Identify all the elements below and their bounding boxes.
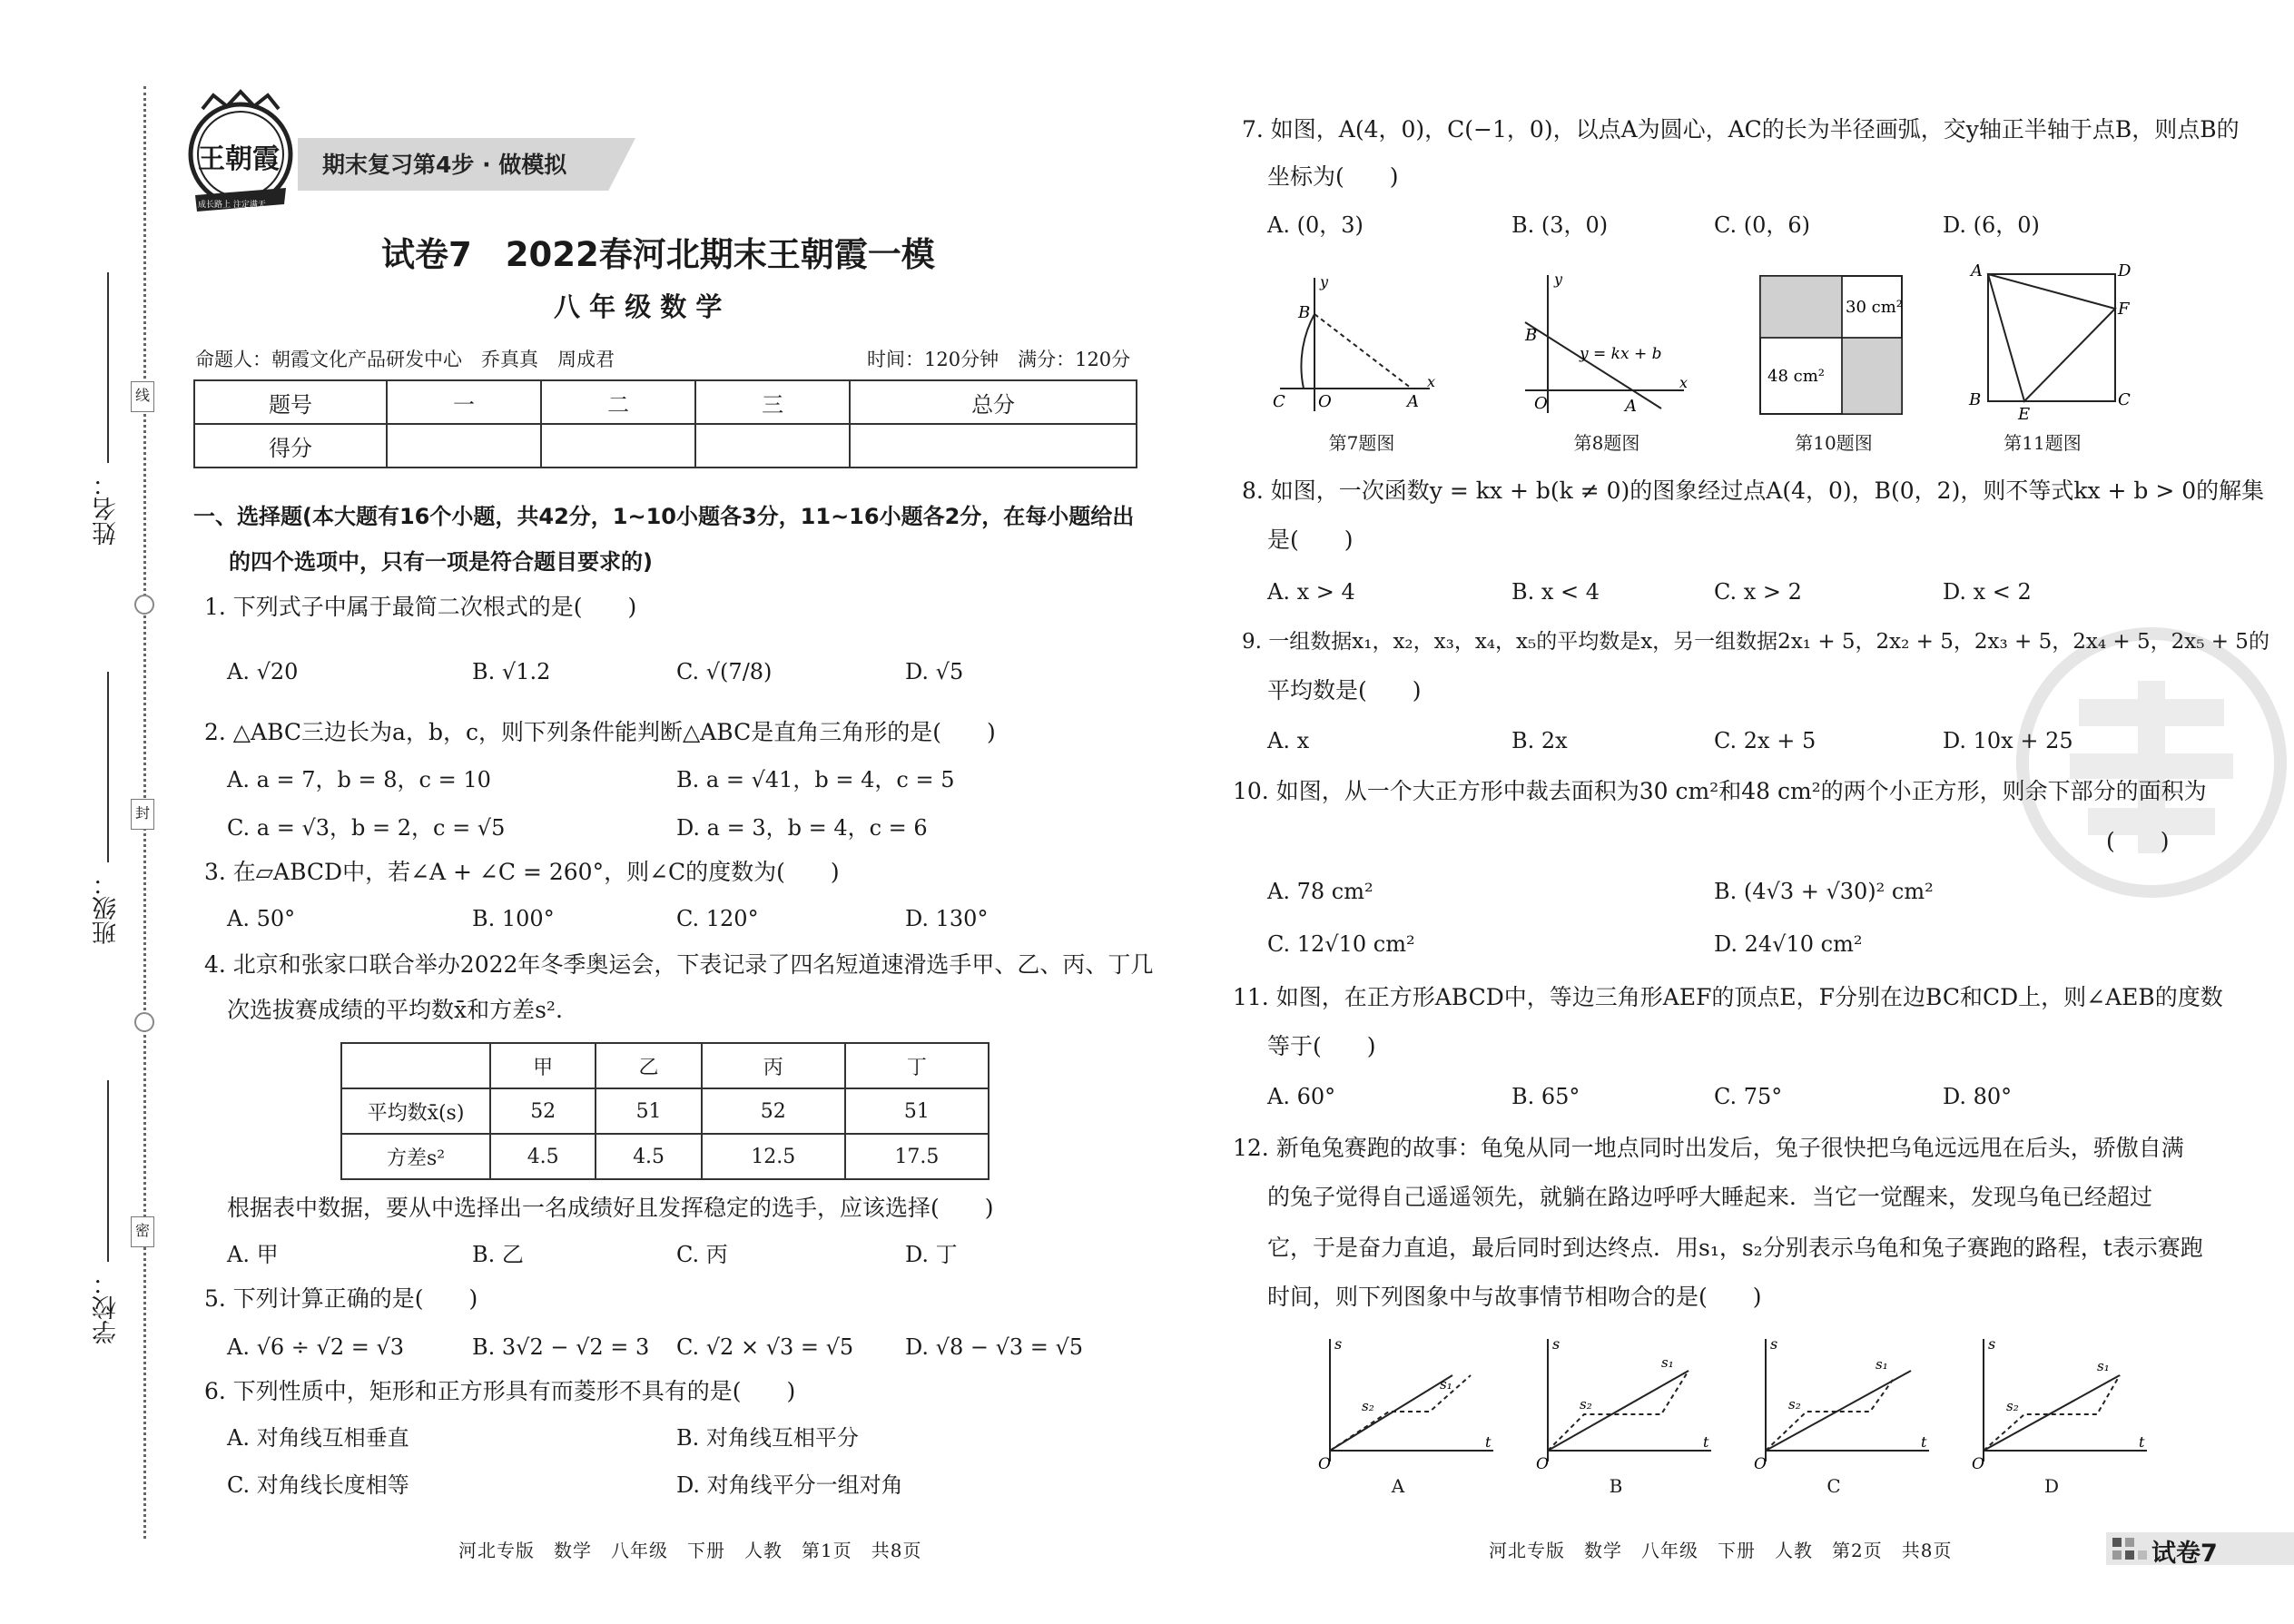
q4-option-c[interactable]: C. 丙: [676, 1242, 728, 1267]
q12-graph-a[interactable]: [1307, 1334, 1498, 1471]
score-label: 得分: [194, 424, 387, 468]
q8-option-c[interactable]: C. x > 2: [1714, 579, 1802, 605]
authors: 命题人：朝霞文化产品研发中心 乔真真 周成君: [195, 349, 615, 370]
svg-text:x: x: [1427, 373, 1436, 390]
svg-text:y: y: [1554, 271, 1563, 288]
q4-table-header-ding: 丁: [845, 1043, 989, 1088]
q1-option-b[interactable]: B. √1.2: [472, 659, 551, 684]
q12-graph-a-label: A: [1391, 1475, 1405, 1497]
score-header-2: 二: [541, 380, 695, 424]
q2-option-d[interactable]: D. a = 3，b = 4，c = 6: [676, 815, 928, 841]
q2-stem: 2. △ABC三边长为a，b，c，则下列条件能判断△ABC是直角三角形的是( ): [204, 719, 996, 745]
score-table: [193, 379, 1137, 468]
svg-text:s₂: s₂: [1788, 1396, 1801, 1412]
q4-table-header-bing: 丙: [702, 1043, 845, 1088]
figure-11-diagram: [1965, 261, 2132, 424]
svg-text:C: C: [2118, 390, 2131, 409]
svg-text:A: A: [1407, 392, 1419, 411]
q4-option-a[interactable]: A. 甲: [227, 1242, 279, 1267]
q6-option-b[interactable]: B. 对角线互相平分: [676, 1425, 859, 1451]
q8-option-a[interactable]: A. x > 4: [1267, 579, 1355, 605]
q3-option-b[interactable]: B. 100°: [472, 906, 555, 931]
q4-option-b[interactable]: B. 乙: [472, 1242, 524, 1267]
svg-text:t: t: [1485, 1433, 1492, 1451]
svg-text:s₂: s₂: [2006, 1398, 2019, 1414]
q10-stem-1: 10. 如图，从一个大正方形中裁去面积为30 cm²和48 cm²的两个小正方形，则余下部分的面积为: [1233, 778, 2207, 804]
svg-text:O: O: [1972, 1455, 1984, 1473]
svg-text:y: y: [1320, 273, 1329, 290]
q12-graph-c[interactable]: [1743, 1334, 1934, 1471]
footer-right: 河北专版 数学 八年级 下册 人教 第2页 共8页: [1489, 1540, 1953, 1561]
q9-option-d[interactable]: D. 10x + 25: [1943, 728, 2073, 753]
q4-stem-3: 根据表中数据，要从中选择出一名成绩好且发挥稳定的选手，应该选择( ): [227, 1195, 994, 1221]
svg-text:B: B: [1525, 326, 1538, 345]
q5-option-c[interactable]: C. √2 × √3 = √5: [676, 1334, 854, 1360]
svg-text:F: F: [2118, 300, 2130, 319]
q10-option-a[interactable]: A. 78 cm²: [1267, 879, 1373, 904]
svg-text:O: O: [1318, 392, 1332, 411]
svg-text:A: A: [1971, 261, 1983, 281]
figure-8-caption: 第8题图: [1573, 432, 1640, 454]
q2-option-c[interactable]: C. a = √3，b = 2，c = √5: [227, 815, 506, 841]
q4-table-cell: 51: [845, 1088, 989, 1134]
q12-graph-b-label: B: [1609, 1475, 1623, 1497]
score-header-1: 一: [387, 380, 541, 424]
section1-heading: 一、选择题(本大题有16个小题，共42分，1~10小题各3分，11~16小题各2分，在每小题给出: [193, 504, 1135, 529]
q1-option-c[interactable]: C. √(7/8): [676, 659, 773, 684]
q3-stem: 3. 在▱ABCD中，若∠A + ∠C = 260°，则∠C的度数为( ): [204, 859, 840, 885]
svg-text:A: A: [1625, 397, 1637, 416]
q4-table: [340, 1042, 989, 1180]
q12-stem-4: 时间，则下列图象中与故事情节相吻合的是( ): [1267, 1284, 1762, 1310]
corner-tag-label: 试卷7: [2151, 1540, 2218, 1568]
q8-option-b[interactable]: B. x < 4: [1511, 579, 1600, 605]
svg-text:s₂: s₂: [1580, 1396, 1592, 1412]
score-header-3: 三: [695, 380, 850, 424]
q10-option-c[interactable]: C. 12√10 cm²: [1267, 931, 1415, 957]
q12-graph-c-label: C: [1826, 1475, 1841, 1497]
q4-stem-1: 4. 北京和张家口联合举办2022年冬季奥运会，下表记录了四名短道速滑选手甲、乙、丙、丁几: [204, 951, 1154, 978]
svg-text:s: s: [1988, 1335, 1996, 1353]
q7-option-d[interactable]: D. (6，0): [1943, 212, 2040, 238]
page-subtitle: 八 年 级 数 学: [554, 291, 723, 322]
q3-option-a[interactable]: A. 50°: [227, 906, 296, 931]
q4-table-cell: 17.5: [845, 1134, 989, 1179]
q12-stem-2: 的兔子觉得自己遥遥领先，就躺在路边呼呼大睡起来．当它一觉醒来，发现乌龟已经超过: [1267, 1184, 2153, 1210]
score-cell-3[interactable]: [695, 424, 850, 468]
score-cell-2[interactable]: [541, 424, 695, 468]
score-cell-1[interactable]: [387, 424, 541, 468]
school-label: 学校：: [93, 1271, 121, 1344]
binding-hole-2: [134, 1012, 154, 1032]
q6-stem: 6. 下列性质中，矩形和正方形具有而菱形不具有的是( ): [204, 1378, 796, 1404]
q12-stem-3: 它，于是奋力直追，最后同时到达终点．用s₁，s₂分别表示乌龟和兔子赛跑的路程，t表示赛跑: [1267, 1235, 2203, 1261]
q7-stem-1: 7. 如图，A(4，0)，C(−1，0)，以点A为圆心，AC的长为半径画弧，交y轴正半轴于点B，则点B的: [1242, 116, 2240, 143]
svg-text:t: t: [1921, 1433, 1927, 1451]
page-title: 试卷7 2022春河北期末王朝霞一模: [381, 235, 935, 274]
q12-graph-d-label: D: [2043, 1475, 2060, 1497]
binding-hole-1: [134, 595, 154, 615]
figure-7-diagram: [1271, 271, 1434, 416]
q2-option-b[interactable]: B. a = √41，b = 4，c = 5: [676, 767, 955, 792]
q12-graph-b[interactable]: [1525, 1334, 1716, 1471]
q4-stem-2: 次选拔赛成绩的平均数x̄和方差s².: [227, 997, 563, 1023]
svg-text:s: s: [1770, 1335, 1778, 1353]
logo-slogan: 成长路上 注定满天: [198, 201, 266, 210]
name-field[interactable]: [107, 272, 109, 463]
q3-option-c[interactable]: C. 120°: [676, 906, 759, 931]
q6-option-c[interactable]: C. 对角线长度相等: [227, 1472, 409, 1498]
svg-text:D: D: [2118, 261, 2132, 281]
class-label: 班级：: [93, 871, 121, 945]
q5-option-b[interactable]: B. 3√2 − √2 = 3: [472, 1334, 650, 1360]
q4-table-header-blank: [341, 1043, 490, 1088]
q5-stem: 5. 下列计算正确的是( ): [204, 1285, 478, 1312]
q1-stem: 1. 下列式子中属于最简二次根式的是( ): [204, 594, 637, 620]
svg-text:s₂: s₂: [1362, 1398, 1374, 1414]
q3-option-d[interactable]: D. 130°: [905, 906, 989, 931]
figure-10-label-48: 48 cm²: [1767, 367, 1825, 386]
time-score: 时间：120分钟 满分：120分: [867, 349, 1131, 370]
q4-table-row-label: 方差s²: [341, 1134, 490, 1179]
figure-7-caption: 第7题图: [1328, 432, 1395, 454]
q5-option-d[interactable]: D. √8 − √3 = √5: [905, 1334, 1084, 1360]
q4-table-cell: 4.5: [596, 1134, 701, 1179]
confidential-watermark-icon: [2015, 626, 2288, 899]
q4-table-cell: 52: [490, 1088, 596, 1134]
q4-option-d[interactable]: D. 丁: [905, 1242, 958, 1267]
figure-10-label-30: 30 cm²: [1846, 298, 1903, 317]
svg-text:O: O: [1534, 394, 1548, 413]
svg-text:t: t: [2139, 1433, 2145, 1451]
q10-option-b[interactable]: B. (4√3 + √30)² cm²: [1714, 879, 1934, 904]
q4-table-row-label: 平均数x̄(s): [341, 1088, 490, 1134]
q9-stem-1: 9. 一组数据x₁，x₂，x₃，x₄，x₅的平均数是x，另一组数据2x₁ + 5，2x₂ + 5，2x₃ + 5，2x₄ + 5，2x₅ + 5的: [1242, 630, 2269, 654]
q6-option-d[interactable]: D. 对角线平分一组对角: [676, 1472, 903, 1498]
svg-text:E: E: [2018, 405, 2031, 424]
seal-mark-seal: 封: [131, 799, 154, 830]
svg-text:x: x: [1679, 374, 1689, 391]
figure-8-diagram: [1507, 268, 1689, 418]
svg-text:s₁: s₁: [1661, 1354, 1674, 1371]
svg-text:t: t: [1703, 1433, 1709, 1451]
svg-text:B: B: [1298, 303, 1311, 322]
q10-option-d[interactable]: D. 24√10 cm²: [1714, 931, 1863, 957]
footer-left: 河北专版 数学 八年级 下册 人教 第1页 共8页: [458, 1540, 922, 1561]
q11-option-d[interactable]: D. 80°: [1943, 1084, 2013, 1109]
q9-option-c[interactable]: C. 2x + 5: [1714, 728, 1816, 753]
q6-option-a[interactable]: A. 对角线互相垂直: [227, 1425, 409, 1451]
q11-option-a[interactable]: A. 60°: [1267, 1084, 1336, 1109]
score-header-num: 题号: [194, 380, 387, 424]
seal-mark-line: 线: [131, 381, 154, 412]
q4-table-cell: 12.5: [702, 1134, 845, 1179]
q2-option-a[interactable]: A. a = 7，b = 8，c = 10: [227, 767, 491, 792]
figure-10-diagram: [1757, 272, 1906, 418]
q1-option-d[interactable]: D. √5: [905, 659, 964, 684]
q1-option-a[interactable]: A. √20: [227, 659, 299, 684]
svg-text:s₁: s₁: [1440, 1376, 1452, 1393]
svg-text:C: C: [1273, 392, 1285, 411]
q8-option-d[interactable]: D. x < 2: [1943, 579, 2032, 605]
score-cell-total[interactable]: [850, 424, 1137, 468]
q9-option-b[interactable]: B. 2x: [1511, 728, 1568, 753]
q4-table-cell: 51: [596, 1088, 701, 1134]
svg-text:O: O: [1318, 1455, 1331, 1473]
svg-text:s: s: [1334, 1335, 1343, 1353]
q10-stem-2: ( ): [2106, 828, 2170, 854]
class-field[interactable]: [107, 672, 109, 862]
svg-text:s₁: s₁: [2097, 1358, 2110, 1374]
q8-stem-2: 是( ): [1267, 527, 1354, 553]
q11-stem-1: 11. 如图，在正方形ABCD中，等边三角形AEF的顶点E，F分别在边BC和CD上，则∠AEB的度数: [1233, 984, 2223, 1010]
q4-table-cell: 4.5: [490, 1134, 596, 1179]
q4-table-header-jia: 甲: [490, 1043, 596, 1088]
figure-11-caption: 第11题图: [2004, 432, 2082, 454]
svg-text:O: O: [1754, 1455, 1767, 1473]
q9-option-a[interactable]: A. x: [1267, 728, 1310, 753]
svg-text:s: s: [1552, 1335, 1561, 1353]
q4-table-cell: 52: [702, 1088, 845, 1134]
q7-option-a[interactable]: A. (0，3): [1267, 212, 1364, 238]
name-label: 姓名：: [93, 472, 121, 546]
q8-stem-1: 8. 如图，一次函数y = kx + b(k ≠ 0)的图象经过点A(4，0)，B(0，2)，则不等式kx + b > 0的解集: [1242, 477, 2265, 504]
q7-stem-2: 坐标为( ): [1267, 163, 1399, 190]
q4-table-header-yi: 乙: [596, 1043, 701, 1088]
score-header-total: 总分: [850, 380, 1137, 424]
svg-text:s₁: s₁: [1876, 1356, 1888, 1373]
grid-squares-icon: [2111, 1536, 2149, 1561]
q12-graph-d[interactable]: [1961, 1334, 2151, 1471]
q5-option-a[interactable]: A. √6 ÷ √2 = √3: [227, 1334, 405, 1360]
svg-text:O: O: [1536, 1455, 1549, 1473]
q7-option-c[interactable]: C. (0，6): [1714, 212, 1811, 238]
section1-heading-2: 的四个选项中，只有一项是符合题目要求的): [229, 549, 653, 575]
school-field[interactable]: [107, 1080, 109, 1262]
banner-text: 期末复习第4步 · 做模拟: [322, 152, 567, 178]
q11-option-b[interactable]: B. 65°: [1511, 1084, 1580, 1109]
figure-8-equation: y = kx + b: [1580, 345, 1662, 363]
logo-text: 王朝霞: [198, 143, 280, 175]
figure-10-caption: 第10题图: [1795, 432, 1873, 454]
q9-stem-2: 平均数是( ): [1267, 677, 1422, 704]
q11-option-c[interactable]: C. 75°: [1714, 1084, 1783, 1109]
q7-option-b[interactable]: B. (3，0): [1511, 212, 1609, 238]
q12-stem-1: 12. 新龟兔赛跑的故事：龟兔从同一地点同时出发后，兔子很快把乌龟远远甩在后头，骄傲自满: [1233, 1135, 2184, 1161]
q11-stem-2: 等于( ): [1267, 1033, 1376, 1059]
seal-mark-secret: 密: [131, 1216, 154, 1247]
svg-text:B: B: [1969, 390, 1982, 409]
